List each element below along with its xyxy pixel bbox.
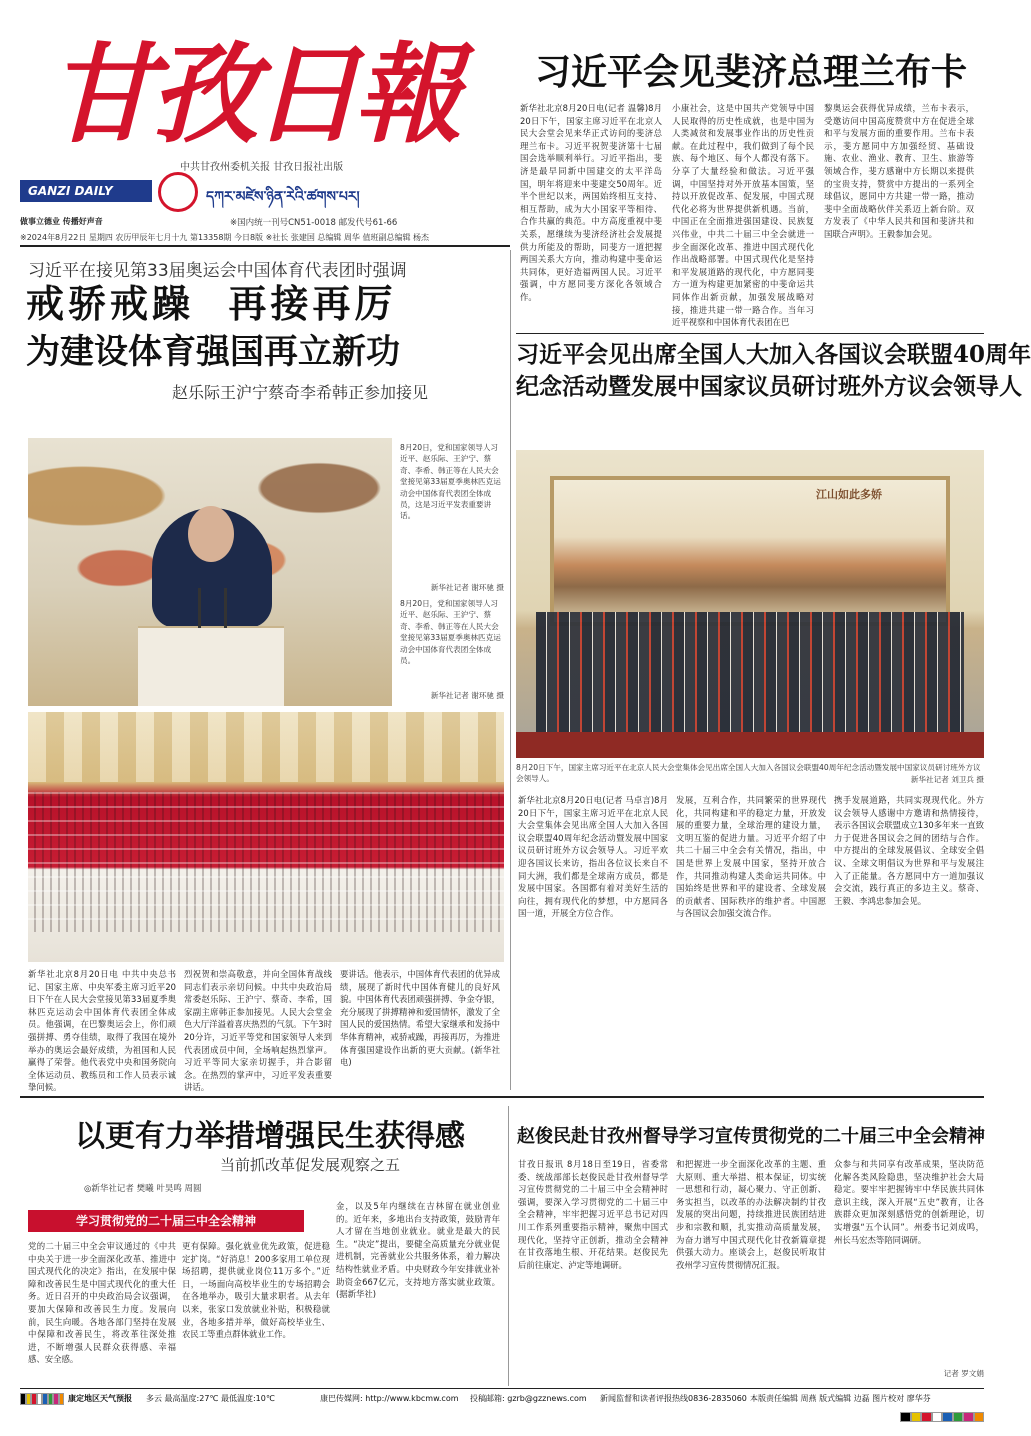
story2-column-3: 要讲话。他表示，中国体育代表团的优异成绩，展现了新时代中国体育健儿的良好风貌。中国体育代表团顽强拼搏、争金夺银，充分展现了拼搏精神和爱国情怀，激发了全国人民的爱国热情。希望大家继承和发扬中华体育精神，戒骄戒躁，再接再厉，为推进体育强国建设作出新的更大贡献。(新华社电): [340, 969, 500, 1068]
story2-headline-line2: 为建设体育强国再立新功: [26, 332, 400, 372]
team-rows: [28, 792, 504, 932]
divider: [516, 333, 984, 334]
story3-column-2: 发展，互利合作，共同繁荣的世界现代化，共同构建和平的稳定力量，开放发展的重要力量，全球治理的建设力量，文明互鉴的促进力量。习近平介绍了中共二十届三中全会有关情况，指出，中国是世界上发展中国家，坚持开放合作，共同推动构建人类命运共同体。中国始终是世界和平的建设者、全球发展的贡献者、国际秩序的维护者。中国愿与各国议会加强交流合作。: [676, 795, 826, 919]
story4-column-3: 金，以及5年内继续在吉林留在就业创业的。近年来，多地出台支持政策，鼓励青年人才留在当地创业就业。就业是最大的民生。“决定”提出，要健全高质量充分就业促进机制，完善就业公共服务体系，着力解决结构性就业矛盾。中央财政今年安排就业补助资金667亿元，支持地方落实就业政策。(据新华社): [336, 1201, 500, 1300]
bottom-color-strip: [900, 1412, 984, 1422]
story1-column-2: 小康社会，这是中国共产党领导中国人民取得的历史性成就，也是中国为人类减贫和发展事业作出的历史性贡献。在此过程中，我们做到了每个民族、每个地区、每个人都没有落下。分享了大量经验和做法。习近平强调，中国坚持对外开放基本国策，坚持以开放促改革、促发展，中国式现代化必将为世界提供新机遇。当前，中国正在全面推进强国建设、民族复兴伟业，中共二十届三中全会就进一步全面深化改革、推进中国式现代化作出战略部署。中国式现代化是坚持和平发展道路的现代化，中方愿同斐方一道为构建更加紧密的中斐命运共同体作出新贡献，加强发展战略对接，推进共建一带一路合作。当年习近平视察和中国体育代表团在巴: [672, 103, 814, 328]
website-link[interactable]: 康巴传媒网: http://www.kbcmw.com: [320, 1394, 459, 1403]
color-swatch: [59, 1393, 65, 1405]
story3-headline-line2: 纪念活动暨发展中国家议员研讨班外方议会领导人: [516, 373, 1022, 400]
story4-column-2: 更有保障。强化就业优先政策，促进稳定扩岗。“好消息！200多家用工单位现场招聘，提供就业岗位11万多个。”近日，一场面向高校毕业生的专场招聘会在各地举办，吸引大量求职者。从去年以来，张家口发放就业补贴，积极稳就业，各地多措并举，做好高校毕业生、农民工等重点群体就业工作。: [182, 1241, 330, 1340]
story2-column-1: 新华社北京8月20日电 中共中央总书记、国家主席、中央军委主席习近平20日下午在人民大会堂接见第33届夏季奥林匹克运动会中国体育代表团全体成员。他强调，在巴黎奥运会上，你们顽强拼搏、勇夺佳绩，取得了我国在境外举办的奥运会最好成绩，为祖国和人民赢得了荣誉。他代表党中央和国务院向全体运动员、教练员和工作人员表示诚挚问候。: [28, 969, 176, 1093]
email-link[interactable]: 投稿邮箱: gzrb@gzznews.com: [470, 1394, 587, 1403]
masthead: [20, 30, 510, 245]
story4-headline: 以更有力举措增强民生获得感: [75, 1119, 465, 1154]
photo-ipu-caption: 8月20日下午，国家主席习近平在北京人民大会堂集体会见出席全国人大加入各国议会联盟40周年纪念活动暨发展中国家议员研讨班外方议会领导人。: [516, 763, 981, 784]
color-swatch: [974, 1412, 985, 1422]
speaker-head: [188, 506, 234, 562]
photo-group-caption: 8月20日，党和国家领导人习近平、赵乐际、王沪宁、蔡奇、李希、韩正等在人民大会堂接见第33届夏季奥林匹克运动会中国体育代表团全体成员。: [400, 599, 501, 666]
color-registration-strip: [20, 1393, 64, 1405]
masthead-logo: 甘孜日報: [48, 32, 457, 158]
proof-editors: 本版责任编辑 周燕 版式编辑 边磊 图片校对 廖华芬: [750, 1394, 931, 1403]
story4-column-1: 党的二十届三中全会审议通过的《中共中央关于进一步全面深化改革、推进中国式现代化的决定》指出，在发展中保障和改善民生是中国式现代化的重大任务。近日召开的中央政治局会议强调，要加大保障和改善民生力度。发展向前，民生向暖。各地各部门坚持在发展中保障和改善民生，将改革往深处推进，不断增强人民群众获得感、幸福感、安全感。: [28, 1241, 176, 1365]
photo-speaker-credit: 新华社记者 谢环驰 摄: [430, 583, 504, 592]
story1-column-3: 黎奥运会获得优异成绩，兰布卡表示，受邀访问中国高度赞赏中方在促进全球和平与发展方面的重要作用。兰布卡表示，斐方愿同中方加强经贸、基础设施、农业、渔业、教育、卫生、旅游等领域合作，斐方感谢中方长期以来提供的宝贵支持，赞赏中方提出的一系列全球倡议，愿同中方共建一带一路，推动斐中全面战略伙伴关系迈上新台阶。双方发表了《中华人民共和国和斐济共和国联合声明》。王毅参加会见。: [824, 103, 974, 239]
weather-text: 多云 最高温度:27℃ 最低温度:10℃: [146, 1394, 275, 1403]
color-swatch: [932, 1412, 943, 1422]
podium: [138, 626, 284, 706]
section-rule: [20, 1096, 984, 1098]
vertical-divider: [510, 250, 511, 1090]
photo-speaker: [28, 438, 392, 706]
tibetan-name: དཀར་མཛེས་ཉིན་རེའི་ཚགས་པར།: [206, 189, 360, 205]
story1-headline: 习近平会见斐济总理兰布卡: [534, 51, 967, 93]
red-carpet: [516, 732, 984, 758]
photo-group-credit: 新华社记者 谢环驰 摄: [430, 691, 504, 700]
story3-column-1: 新华社北京8月20日电(记者 马卓言)8月20日下午，国家主席习近平在北京人民大会堂集体会见出席全国人大加入各国议会联盟40周年纪念活动暨发展中国家议员研讨班外方议会领导人。习近平欢迎各国议长来访，指出各位议长来自不同大洲，我们都是全球南方成员，都是发展中国家。各国都有着对美好生活的向往，拥有现代化的梦想，中方愿同各国一道，开展全方位合作。: [518, 795, 668, 919]
story5-column-2: 和把握进一步全面深化改革的主题、重大原则、重大举措、根本保证，切实统一思想和行动，凝心聚力、守正创新、务实担当，以改革的办法解决制约甘孜发展的突出问题，持续推进民族团结进步和宗教和顺，扎实推动高质量发展，为奋力谱写中国式现代化甘孜新篇章提供强大动力。座谈会上，赵俊民听取甘孜州学习宣传贯彻情况汇报。: [676, 1159, 826, 1270]
publisher-line: 中共甘孜州委机关报 甘孜日报社出版: [180, 162, 344, 173]
latin-name: GANZI DAILY: [28, 184, 113, 198]
leaders-rows: [536, 612, 964, 732]
photo-speaker-caption: 8月20日，党和国家领导人习近平、赵乐际、王沪宁、蔡奇、李希、韩正等在人民大会堂接见第33届夏季奥林匹克运动会中国体育代表团全体成员，这是习近平发表重要讲话。: [400, 443, 501, 521]
story2-column-2: 烈祝贺和崇高敬意，并向全国体育战线同志们表示亲切问候。中共中央政治局常委赵乐际、王沪宁、蔡奇、李希，国家副主席韩正参加接见。人民大会堂金色大厅洋溢着喜庆热烈的气氛。下午3时20分许，习近平等党和国家领导人来到代表团成员中间，全场响起热烈掌声。习近平等同大家亲切握手，并合影留念。在热烈的掌声中，习近平发表重要讲话。: [184, 969, 332, 1093]
study-banner: [28, 1210, 304, 1232]
story2-kicker: 习近平在接见第33届奥运会中国体育代表团时强调: [28, 261, 407, 281]
ceiling-lights: [28, 712, 504, 782]
story5-column-3: 众参与和共同享有改革成果，坚决防范化解各类风险隐患，坚决维护社会大局稳定。要牢牢把握铸牢中华民族共同体意识主线，深入开展“五史”教育，让各族群众更加深刻感悟党的创新理论，切实增强“五个认同”。州委书记刘成鸣，州长马宏杰等陪同调研。: [834, 1159, 984, 1245]
slogan: 做事立德业 传播好声音: [20, 217, 103, 226]
story5-headline: 赵俊民赴甘孜州督导学习宣传贯彻党的二十届三中全会精神: [517, 1126, 985, 1147]
microphone-icon: [198, 588, 201, 628]
story4-byline: ◎新华社记者 樊曦 叶昊鸣 周圆: [84, 1184, 202, 1194]
color-swatch: [942, 1412, 953, 1422]
story3-column-3: 携手发展道路，共同实现现代化。外方议会领导人感谢中方邀请和热情接待，表示各国议会联盟成立130多年来一直致力于促进各国议会之间的团结与合作。中方提出的全球发展倡议、全球安全倡议、全球文明倡议为世界和平与发展注入了正能量。各方愿同中方一道加强议会交流，践行真正的多边主义。蔡奇、王毅、李鸿忠参加会见。: [834, 795, 984, 906]
hotline: 新闻监督和读者评报热线0836-2835060: [600, 1394, 747, 1403]
story2-headline-line1: 戒骄戒躁 再接再厉: [26, 281, 397, 326]
story2-subhead: 赵乐际王沪宁蔡奇李希韩正参加接见: [171, 383, 428, 402]
vertical-divider: [508, 1106, 509, 1386]
story1-column-1: 新华社北京8月20日电(记者 温馨)8月20日下午，国家主席习近平在北京人民大会堂会见来华正式访问的斐济总理兰布卡。习近平祝贺斐济第十七届国会选举顺利举行。习近平指出，斐济是最早同新中国建交的太平洋岛国，明年将迎来中斐建交50周年。近半个世纪以来，两国始终相互支持、相互帮助，成为大小国家平等相待、合作共赢的典范。中方高度重视中斐关系，愿继续为斐济经济社会发展提供力所能及的帮助，同斐方一道把握两国关系大方向，推动构建中斐命运共同体，更好造福两国人民。习近平强调，中方愿同斐方深化各领域合作。: [520, 103, 662, 302]
banner-text: 江山如此多娇: [816, 488, 882, 501]
color-swatch: [921, 1412, 932, 1422]
story5-column-1: 甘孜日报讯 8月18日至19日，省委常委、统战部部长赵俊民赴甘孜州督导学习宣传贯彻党的二十届三中全会精神时强调，要深入学习贯彻党的二十届三中全会精神，牢牢把握习近平总书记对四川工作系列重要指示精神，聚焦中国式现代化，坚持守正创新，推动全会精神在甘孜落地生根、开花结果。赵俊民先后前往康定、泸定等地调研。: [518, 1159, 668, 1270]
anniversary-emblem-icon: [158, 172, 198, 212]
story3-headline-line1: 习近平会见出席全国人大加入各国议会联盟40周年: [516, 341, 1031, 368]
color-swatch: [900, 1412, 911, 1422]
landscape-painting: [550, 476, 950, 626]
publication-number: ※国内统一刊号CN51-0018 邮发代号61-66: [230, 218, 398, 228]
story4-subhead: 当前抓改革促发展观察之五: [219, 1156, 400, 1174]
story5-credit: 记者 罗文娟: [943, 1369, 984, 1378]
color-swatch: [953, 1412, 964, 1422]
photo-olympic-team: [28, 712, 504, 962]
footer-bar: [20, 1392, 984, 1406]
microphone-icon: [224, 588, 227, 628]
photo-ipu-group: [516, 450, 984, 758]
latin-name-badge: [20, 180, 152, 202]
study-banner-text: 学习贯彻党的二十届三中全会精神: [75, 1214, 256, 1228]
date-line: ※2024年8月22日 星期四 农历甲辰年七月十九 第13358期 今日8版 ※社长 张建国 总编辑 周华 值班副总编辑 杨杰: [20, 233, 429, 242]
photo-ipu-credit: 新华社记者 刘卫兵 摄: [910, 775, 984, 784]
color-swatch: [911, 1412, 922, 1422]
footer-rule: [20, 1388, 984, 1389]
color-swatch: [963, 1412, 974, 1422]
weather-title: 康定地区天气预报: [68, 1394, 132, 1403]
masthead-rule: [20, 245, 510, 247]
